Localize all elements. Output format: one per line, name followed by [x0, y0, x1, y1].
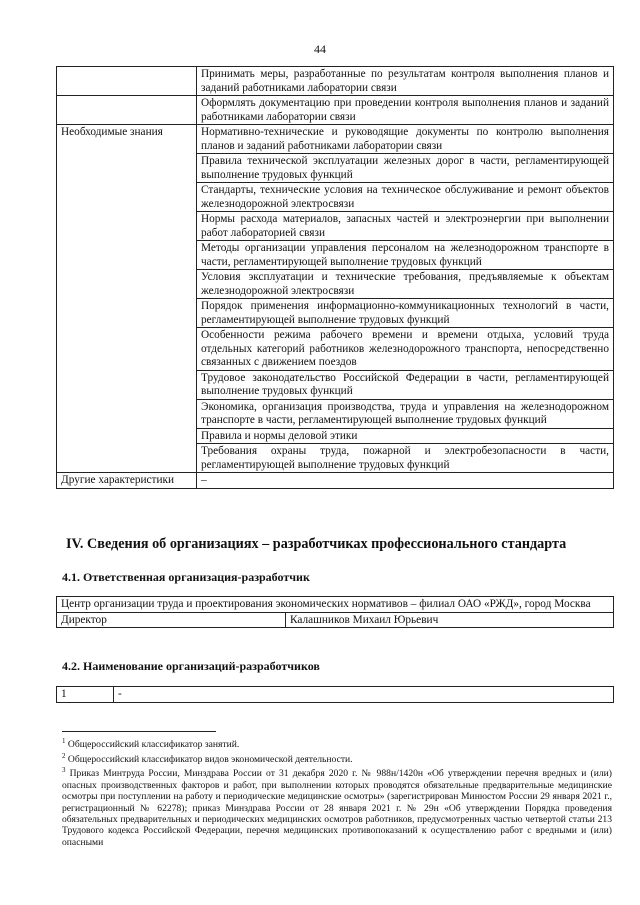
table-row: [57, 687, 614, 703]
table-row: [57, 67, 614, 96]
footnote-mark: 2: [62, 751, 66, 760]
knowledge-label: Необходимые знания: [57, 125, 197, 473]
developer-orgs-table: [56, 686, 614, 703]
footnote: [62, 765, 612, 848]
knowledge-item: Экономика, организация производства, труда и управления на железнодорожном транспорте в части, регламентирующей выполнение трудовых функций: [197, 399, 614, 428]
table-row: [57, 473, 614, 489]
footnote-separator: [62, 731, 216, 732]
knowledge-item: Требования охраны труда, пожарной и электробезопасности в части, регламентирующей выполнение трудовых функций: [197, 444, 614, 473]
table-row: [57, 96, 614, 125]
org-name: Центр организации труда и проектирования экономических нормативов – филиал ОАО «РЖД», город Москва: [57, 597, 614, 613]
table-row: [57, 597, 614, 613]
subsection-4-1-title: 4.1. Ответственная организация-разработчик: [62, 570, 310, 584]
knowledge-item: Правила и нормы деловой этики: [197, 428, 614, 444]
other-value: –: [197, 473, 614, 489]
skills-table: [56, 66, 614, 489]
footnote: [62, 751, 612, 766]
knowledge-item: Правила технической эксплуатации железных дорог в части, регламентирующей выполнение трудовых функций: [197, 154, 614, 183]
footnotes: [62, 736, 612, 848]
knowledge-item: Нормы расхода материалов, запасных частей и электроэнергии при выполнении работ лабораторией связи: [197, 212, 614, 241]
footnote: [62, 736, 612, 751]
org-name: -: [114, 687, 614, 703]
knowledge-item: Нормативно-технические и руководящие документы по контролю выполнения планов и заданий работниками лаборатории связи: [197, 125, 614, 154]
section-iv-title: IV. Сведения об организациях – разработчиках профессионального стандарта: [66, 536, 567, 552]
other-label: Другие характеристики: [57, 473, 197, 489]
table-row: [57, 125, 614, 154]
knowledge-item: Особенности режима рабочего времени и времени отдыха, условий труда отдельных категорий работников железнодорожного транспорта, непосредственно связанных с движением поездов: [197, 328, 614, 371]
label-cell-empty: [57, 67, 197, 96]
person-name: Калашников Михаил Юрьевич: [286, 612, 614, 628]
footnote-text: Общероссийский классификатор видов экономической деятельности.: [67, 753, 353, 765]
requirement-cell: Оформлять документацию при проведении контроля выполнения планов и заданий работниками лаборатории связи: [197, 96, 614, 125]
label-cell-empty: [57, 96, 197, 125]
requirement-cell: Принимать меры, разработанные по результатам контроля выполнения планов и заданий работниками лаборатории связи: [197, 67, 614, 96]
footnote-mark: 1: [62, 737, 66, 745]
responsible-org-table: [56, 596, 614, 628]
footnote-text: Общероссийский классификатор занятий.: [67, 739, 240, 751]
knowledge-item: Условия эксплуатации и технические требования, предъявляемые к объектам железнодорожной электросвязи: [197, 270, 614, 299]
page-number: 44: [314, 42, 326, 56]
knowledge-item: Порядок применения информационно-коммуникационных технологий в части, регламентирующей выполнение трудовых функций: [197, 299, 614, 328]
footnote-text: Приказ Минтруда России, Минздрава России от 31 декабря 2020 г. № 988н/1420н «Об утверждении перечня вредных и (или) опасных производственных факторов и работ, при выполнении которых проводятся обязательные предварительные медицинские осмотры при поступлении на работу и периодические медицинские осмотры» (зарегистрирован Минюстом России 29 января 2021 г., регистрационный № 62278); приказ Минздрава России от 28 января 2021 г. № 29н «Об утверждении Порядка проведения обязательных предварительных и периодических медицинских осмотров работников, предусмотренных частью четвертой статьи 213 Трудового кодекса Российской Федерации, перечня медицинских противопоказаний к осуществлению работ с вредными и (или) опасными: [62, 768, 612, 848]
row-number: 1: [57, 687, 114, 703]
subsection-4-2-title: 4.2. Наименование организаций-разработчиков: [62, 659, 320, 673]
footnote-mark: 3: [62, 766, 66, 775]
knowledge-item: Стандарты, технические условия на техническое обслуживание и ремонт объектов железнодорожной электросвязи: [197, 183, 614, 212]
knowledge-item: Методы организации управления персоналом на железнодорожном транспорте в части, регламентирующей выполнение трудовых функций: [197, 241, 614, 270]
position: Директор: [57, 612, 286, 628]
knowledge-item: Трудовое законодательство Российской Федерации в части, регламентирующей выполнение трудовых функций: [197, 370, 614, 399]
table-row: [57, 612, 614, 628]
